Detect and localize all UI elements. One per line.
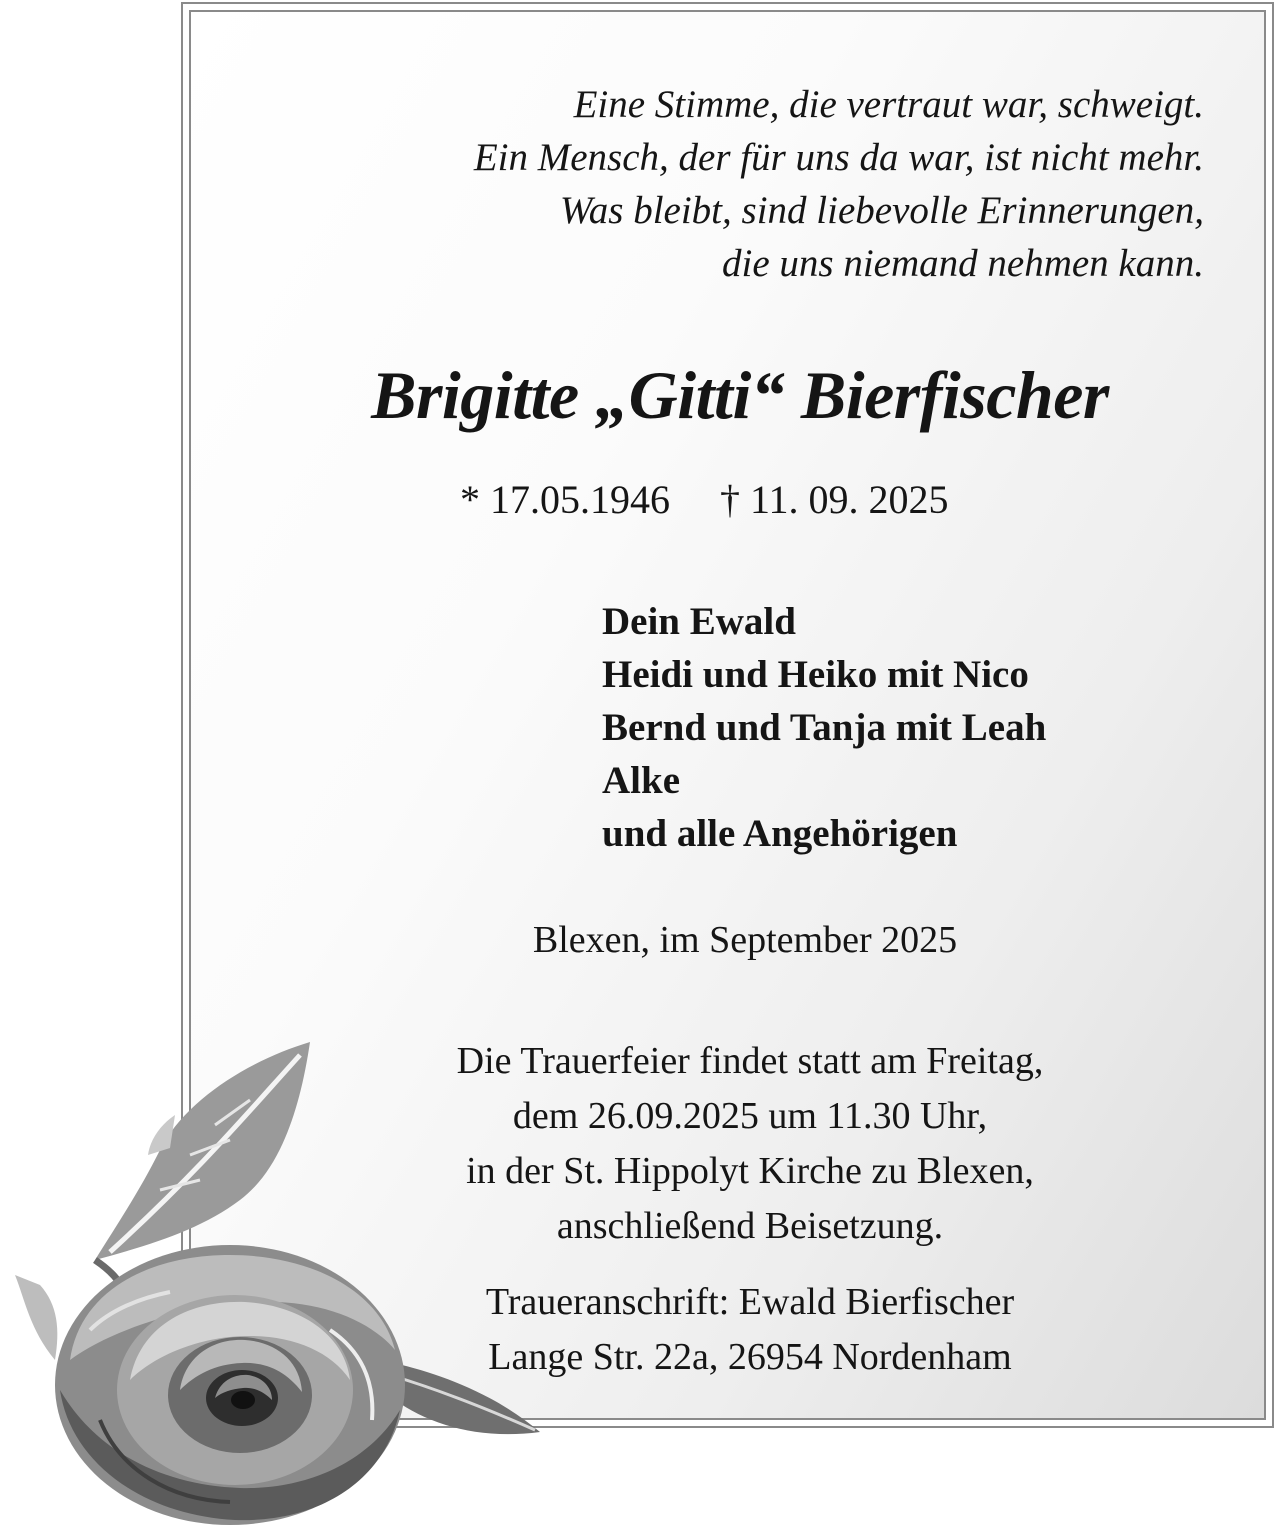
- address-line: Lange Str. 22a, 26954 Nordenham: [488, 1336, 1012, 1378]
- family-member: Bernd und Tanja mit Leah: [602, 706, 1047, 749]
- family-member: Alke: [602, 759, 680, 802]
- birth-date: * 17.05.1946: [460, 477, 670, 522]
- death-date: † 11. 09. 2025: [720, 477, 949, 522]
- family-list: [602, 595, 1046, 860]
- ceremony-line: in der St. Hippolyt Kirche zu Blexen,: [466, 1150, 1034, 1192]
- family-member: Dein Ewald: [602, 600, 796, 643]
- ceremony-line: Die Trauerfeier findet statt am Freitag,: [456, 1040, 1044, 1082]
- address-line: Traueranschrift: Ewald Bierfischer: [485, 1281, 1015, 1323]
- poem: [474, 78, 1204, 290]
- family-member: und alle Angehörigen: [602, 812, 958, 855]
- ceremony-line: dem 26.09.2025 um 11.30 Uhr,: [512, 1095, 988, 1137]
- ceremony-line: anschließend Beisetzung.: [556, 1205, 944, 1247]
- family-member: Heidi und Heiko mit Nico: [602, 653, 1029, 696]
- poem-line: Ein Mensch, der für uns da war, ist nicht mehr.: [473, 136, 1204, 179]
- poem-line: Was bleibt, sind liebevolle Erinnerungen,: [559, 189, 1204, 232]
- life-dates: [460, 476, 949, 523]
- rose-icon: [0, 1030, 560, 1540]
- deceased-name: Brigitte „Gitti“ Bierfischer: [371, 357, 1109, 433]
- poem-line: Eine Stimme, die vertraut war, schweigt.: [573, 83, 1204, 126]
- place-date: Blexen, im September 2025: [532, 919, 958, 961]
- poem-line: die uns niemand nehmen kann.: [722, 242, 1204, 285]
